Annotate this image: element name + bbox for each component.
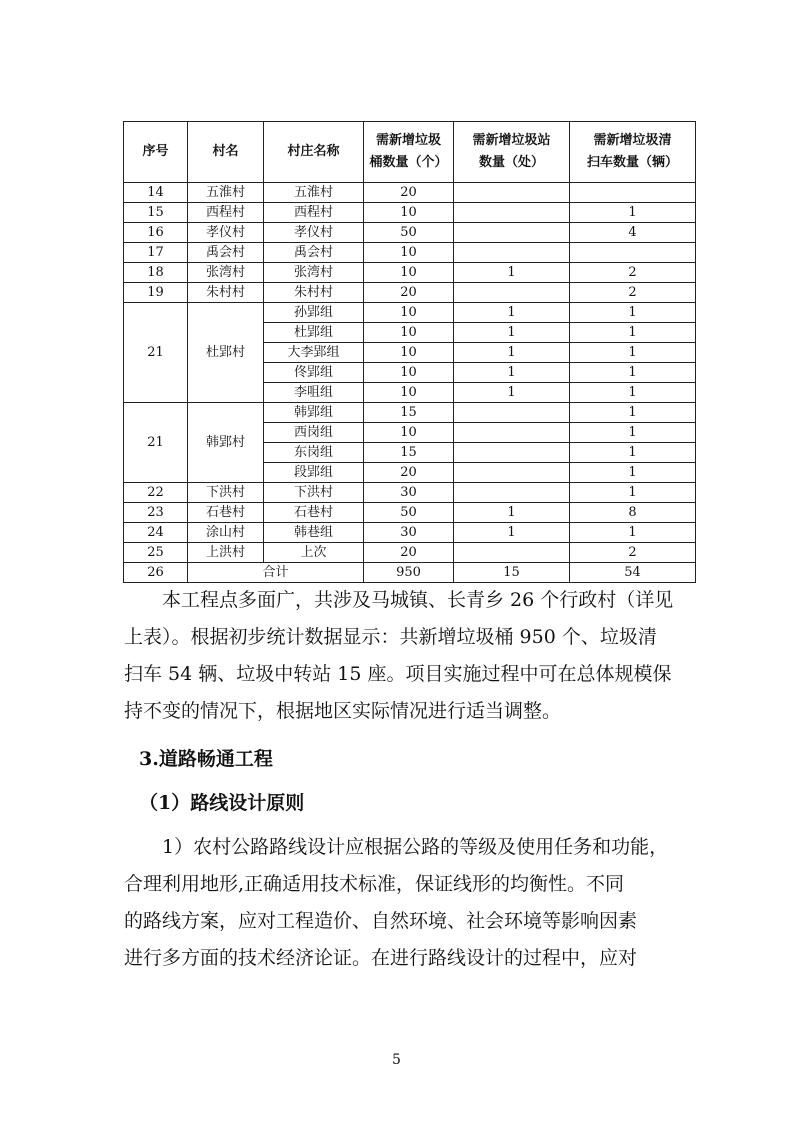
table-row xyxy=(124,263,696,283)
cell-stations: 1 xyxy=(454,383,570,403)
cell-name: 张湾村 xyxy=(264,263,364,283)
table-row xyxy=(124,303,696,323)
cell-bins: 15 xyxy=(364,403,454,423)
summary-line: 上表）。根据初步统计数据显示：共新增垃圾桶 950 个、垃圾清 xyxy=(124,626,657,648)
table-row xyxy=(124,203,696,223)
cell-name: 韩巷组 xyxy=(264,523,364,543)
cell-trucks: 8 xyxy=(570,503,696,523)
table-row xyxy=(124,283,696,303)
cell-name: 上次 xyxy=(264,543,364,563)
section-heading: 3.道路畅通工程 xyxy=(139,748,273,770)
summary-line: 持不变的情况下，根据地区实际情况进行适当调整。 xyxy=(124,700,562,722)
cell-stations: 1 xyxy=(454,323,570,343)
cell-no: 22 xyxy=(124,483,188,503)
cell-bins: 10 xyxy=(364,323,454,343)
summary-line: 扫车 54 辆、垃圾中转站 15 座。项目实施过程中可在总体规模保 xyxy=(124,663,672,685)
cell-trucks: 1 xyxy=(570,523,696,543)
header-village-name: 村庄名称 xyxy=(264,122,364,183)
cell-village: 孝仪村 xyxy=(188,223,264,243)
cell-trucks: 1 xyxy=(570,383,696,403)
table-row xyxy=(124,523,696,543)
cell-trucks: 2 xyxy=(570,263,696,283)
cell-trucks: 1 xyxy=(570,403,696,423)
cell-stations xyxy=(454,283,570,303)
total-stations: 15 xyxy=(454,563,570,583)
cell-village: 石巷村 xyxy=(188,503,264,523)
cell-name: 孝仪村 xyxy=(264,223,364,243)
header-no: 序号 xyxy=(124,122,188,183)
cell-village: 杜郢村 xyxy=(188,303,264,403)
cell-stations xyxy=(454,483,570,503)
cell-trucks: 4 xyxy=(570,223,696,243)
cell-no: 18 xyxy=(124,263,188,283)
header-bins: 需新增垃圾 桶数量（个） xyxy=(364,122,454,183)
body-line: 的路线方案，应对工程造价、自然环境、社会环境等影响因素 xyxy=(124,910,638,932)
header-village: 村名 xyxy=(188,122,264,183)
cell-name: 西程村 xyxy=(264,203,364,223)
body-line: 进行多方面的技术经济论证。在进行路线设计的过程中，应对 xyxy=(124,947,638,969)
table-row xyxy=(124,543,696,563)
cell-stations: 1 xyxy=(454,363,570,383)
cell-name: 朱村村 xyxy=(264,283,364,303)
cell-bins: 20 xyxy=(364,543,454,563)
cell-bins: 50 xyxy=(364,503,454,523)
cell-trucks xyxy=(570,243,696,263)
cell-stations: 1 xyxy=(454,303,570,323)
cell-no: 16 xyxy=(124,223,188,243)
table-row xyxy=(124,223,696,243)
cell-stations: 1 xyxy=(454,523,570,543)
cell-village: 下洪村 xyxy=(188,483,264,503)
cell-bins: 30 xyxy=(364,483,454,503)
cell-no: 24 xyxy=(124,523,188,543)
cell-village: 禹会村 xyxy=(188,243,264,263)
cell-trucks: 1 xyxy=(570,363,696,383)
cell-no: 14 xyxy=(124,183,188,203)
cell-stations xyxy=(454,443,570,463)
cell-village: 西程村 xyxy=(188,203,264,223)
cell-no: 26 xyxy=(124,563,188,583)
cell-trucks xyxy=(570,183,696,203)
cell-stations xyxy=(454,203,570,223)
table-row xyxy=(124,503,696,523)
cell-stations xyxy=(454,423,570,443)
cell-trucks: 2 xyxy=(570,543,696,563)
cell-name: 西岗组 xyxy=(264,423,364,443)
cell-no: 23 xyxy=(124,503,188,523)
body-line: 合理利用地形,正确适用技术标准，保证线形的均衡性。不同 xyxy=(124,873,625,895)
cell-stations xyxy=(454,183,570,203)
cell-village: 朱村村 xyxy=(188,283,264,303)
cell-stations xyxy=(454,543,570,563)
cell-bins: 20 xyxy=(364,283,454,303)
cell-bins: 20 xyxy=(364,183,454,203)
cell-name: 禹会村 xyxy=(264,243,364,263)
cell-no: 17 xyxy=(124,243,188,263)
table-row xyxy=(124,243,696,263)
cell-stations xyxy=(454,403,570,423)
cell-name: 段郢组 xyxy=(264,463,364,483)
table-total-row xyxy=(124,563,696,583)
cell-trucks: 2 xyxy=(570,283,696,303)
summary-line: 本工程点多面广，共涉及马城镇、长青乡 26 个行政村（详见 xyxy=(162,589,674,611)
body-line: 1）农村公路路线设计应根据公路的等级及使用任务和功能， xyxy=(162,836,669,858)
cell-no: 21 xyxy=(124,303,188,403)
cell-name: 李咀组 xyxy=(264,383,364,403)
cell-trucks: 1 xyxy=(570,343,696,363)
cell-stations: 1 xyxy=(454,343,570,363)
cell-no: 21 xyxy=(124,403,188,483)
cell-village: 韩郢村 xyxy=(188,403,264,483)
cell-no: 19 xyxy=(124,283,188,303)
total-trucks: 54 xyxy=(570,563,696,583)
garbage-facility-table xyxy=(123,121,696,583)
cell-name: 孙郢组 xyxy=(264,303,364,323)
cell-stations: 1 xyxy=(454,263,570,283)
cell-trucks: 1 xyxy=(570,423,696,443)
cell-bins: 10 xyxy=(364,303,454,323)
cell-bins: 50 xyxy=(364,223,454,243)
cell-stations xyxy=(454,223,570,243)
cell-village: 上洪村 xyxy=(188,543,264,563)
table-row xyxy=(124,183,696,203)
subsection-heading: （1）路线设计原则 xyxy=(139,792,305,814)
total-label: 合计 xyxy=(188,563,364,583)
cell-bins: 10 xyxy=(364,263,454,283)
table-header-row xyxy=(124,122,696,183)
cell-name: 佟郢组 xyxy=(264,363,364,383)
cell-stations xyxy=(454,243,570,263)
cell-bins: 10 xyxy=(364,423,454,443)
cell-bins: 10 xyxy=(364,343,454,363)
cell-trucks: 1 xyxy=(570,203,696,223)
cell-trucks: 1 xyxy=(570,483,696,503)
cell-name: 下洪村 xyxy=(264,483,364,503)
cell-name: 东岗组 xyxy=(264,443,364,463)
cell-no: 25 xyxy=(124,543,188,563)
cell-bins: 10 xyxy=(364,363,454,383)
page-number: 5 xyxy=(392,1052,401,1068)
cell-name: 五淮村 xyxy=(264,183,364,203)
cell-trucks: 1 xyxy=(570,463,696,483)
total-bins: 950 xyxy=(364,563,454,583)
table-row xyxy=(124,403,696,423)
cell-name: 韩郢组 xyxy=(264,403,364,423)
cell-stations xyxy=(454,463,570,483)
cell-no: 15 xyxy=(124,203,188,223)
cell-trucks: 1 xyxy=(570,323,696,343)
cell-bins: 10 xyxy=(364,383,454,403)
table-row xyxy=(124,483,696,503)
cell-name: 杜郢组 xyxy=(264,323,364,343)
header-stations: 需新增垃圾站 数量（处） xyxy=(454,122,570,183)
cell-bins: 10 xyxy=(364,203,454,223)
cell-bins: 30 xyxy=(364,523,454,543)
cell-trucks: 1 xyxy=(570,443,696,463)
cell-village: 张湾村 xyxy=(188,263,264,283)
cell-name: 石巷村 xyxy=(264,503,364,523)
cell-trucks: 1 xyxy=(570,303,696,323)
cell-bins: 20 xyxy=(364,463,454,483)
cell-bins: 10 xyxy=(364,243,454,263)
cell-village: 五淮村 xyxy=(188,183,264,203)
cell-bins: 15 xyxy=(364,443,454,463)
cell-stations: 1 xyxy=(454,503,570,523)
header-trucks: 需新增垃圾清 扫车数量（辆） xyxy=(570,122,696,183)
cell-name: 大李郢组 xyxy=(264,343,364,363)
cell-village: 涂山村 xyxy=(188,523,264,543)
